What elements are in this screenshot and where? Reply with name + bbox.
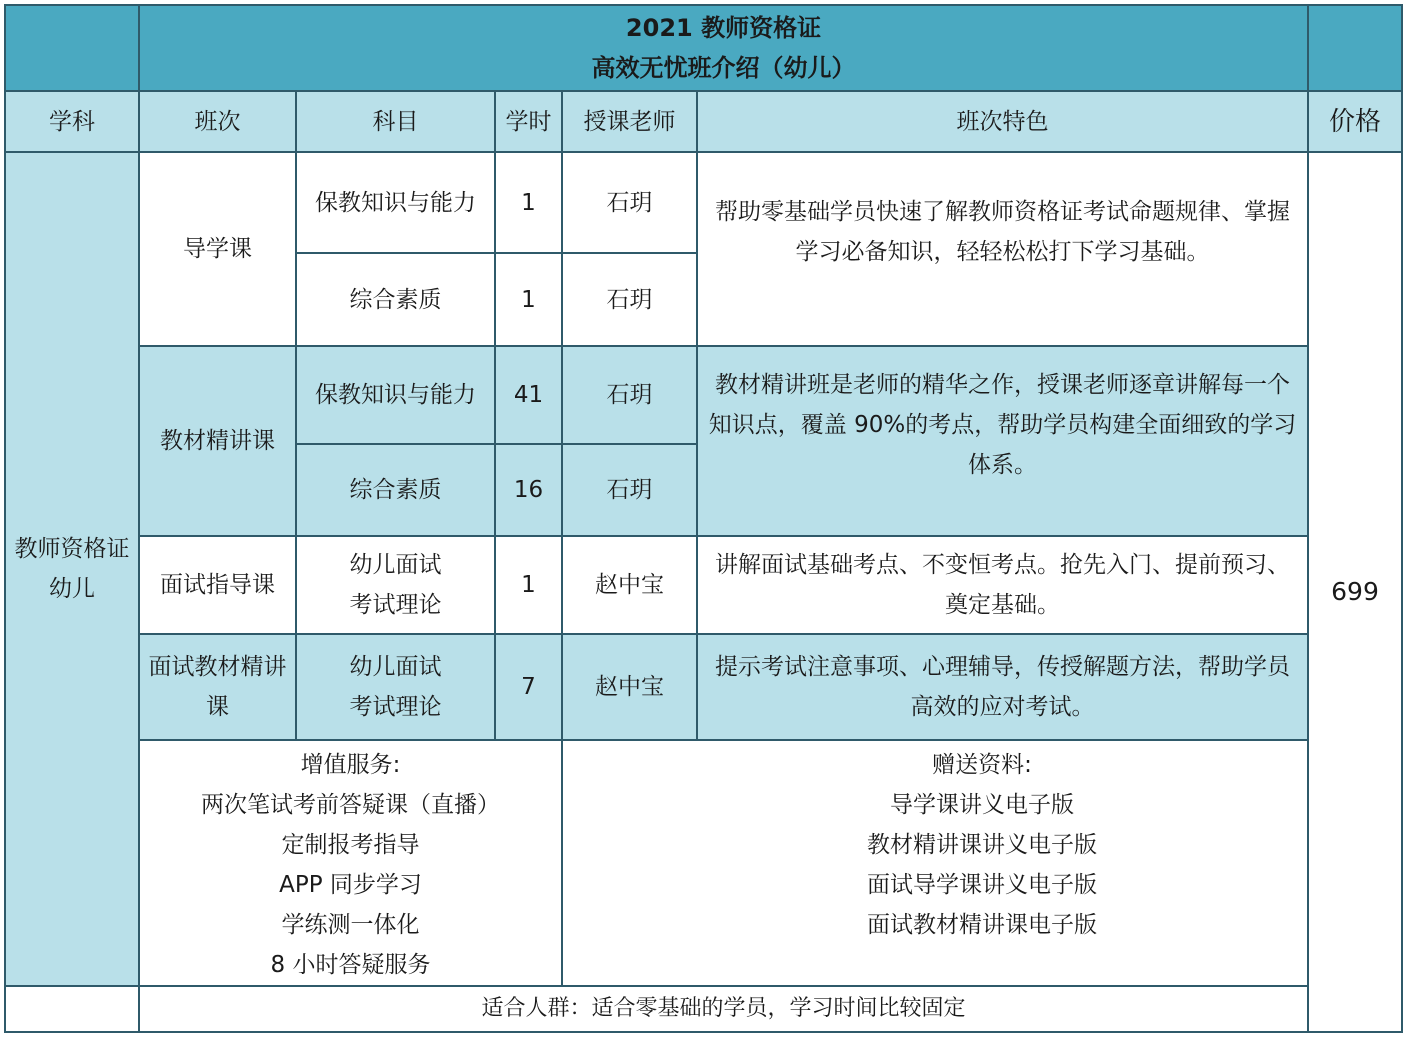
feature-line: 学习必备知识，轻轻松松打下学习基础。 (795, 239, 1210, 265)
title-left-blank (5, 5, 139, 91)
course-cell: 保教知识与能力 (296, 346, 495, 444)
hours-cell: 7 (495, 634, 562, 740)
subject-line-2: 幼儿 (49, 576, 95, 602)
title-row (5, 5, 1402, 91)
teacher-cell: 石玥 (562, 253, 697, 346)
value-services-title: 增值服务: (300, 752, 401, 778)
gift-material-item: 教材精讲课讲义电子版 (867, 832, 1097, 858)
value-services-cell (139, 740, 562, 986)
class-type-line-1: 面试教材精讲 (148, 654, 287, 680)
teacher-cell: 石玥 (562, 444, 697, 536)
hours-cell: 41 (495, 346, 562, 444)
course-line-1: 幼儿面试 (349, 654, 442, 680)
course-cell: 保教知识与能力 (296, 152, 495, 253)
header-teacher: 授课老师 (562, 91, 697, 152)
feature-cell (697, 346, 1308, 536)
feature-line: 帮助零基础学员快速了解教师资格证考试命题规律、掌握 (715, 199, 1290, 225)
course-cell (296, 536, 495, 634)
course-cell: 综合素质 (296, 253, 495, 346)
gift-materials-cell (562, 740, 1402, 986)
feature-line: 奠定基础。 (945, 592, 1060, 618)
header-row (5, 91, 1402, 152)
hours-cell: 1 (495, 253, 562, 346)
subject-line-1: 教师资格证 (14, 536, 130, 562)
audience-left-blank (5, 986, 139, 1032)
feature-cell (697, 536, 1308, 634)
subject-cell (5, 152, 139, 986)
title-line-2: 高效无忧班介绍（幼儿） (591, 54, 856, 82)
class-type-cell: 导学课 (139, 152, 296, 346)
hours-cell: 1 (495, 152, 562, 253)
course-cell (296, 634, 495, 740)
feature-cell (697, 634, 1308, 740)
feature-line: 教材精讲班是老师的精华之作，授课老师逐章讲解每一个 (715, 372, 1290, 398)
table-title (139, 5, 1308, 91)
table-row (5, 152, 1402, 253)
price-cell: 699 (1308, 152, 1402, 1032)
class-type-cell: 教材精讲课 (139, 346, 296, 536)
class-type-cell (139, 634, 296, 740)
header-course: 科目 (296, 91, 495, 152)
hours-cell: 1 (495, 536, 562, 634)
feature-line: 讲解面试基础考点、不变恒考点。抢先入门、提前预习、 (715, 552, 1290, 578)
course-intro-table-wrapper (4, 4, 1403, 1033)
table-row (5, 634, 1402, 740)
teacher-cell: 赵中宝 (562, 536, 697, 634)
gift-materials-title: 赠送资料: (932, 752, 1032, 778)
hours-cell: 16 (495, 444, 562, 536)
value-service-item: 学练测一体化 (281, 912, 420, 938)
feature-line: 高效的应对考试。 (910, 694, 1095, 720)
header-features: 班次特色 (697, 91, 1308, 152)
header-class-type: 班次 (139, 91, 296, 152)
title-right-blank (1308, 5, 1402, 91)
header-price: 价格 (1308, 91, 1402, 152)
table-row (5, 346, 1402, 444)
header-hours: 学时 (495, 91, 562, 152)
class-type-line-2: 课 (206, 694, 229, 720)
teacher-cell: 石玥 (562, 152, 697, 253)
course-cell: 综合素质 (296, 444, 495, 536)
table-row (5, 536, 1402, 634)
course-line-2: 考试理论 (349, 694, 442, 720)
header-subject: 学科 (5, 91, 139, 152)
teacher-cell: 赵中宝 (562, 634, 697, 740)
gift-material-item: 面试导学课讲义电子版 (867, 872, 1097, 898)
feature-line: 提示考试注意事项、心理辅导，传授解题方法，帮助学员 (715, 654, 1290, 680)
value-service-item: APP 同步学习 (279, 872, 422, 898)
course-line-1: 幼儿面试 (349, 552, 442, 578)
value-service-item: 两次笔试考前答疑课（直播） (201, 792, 500, 818)
course-intro-table (4, 4, 1403, 1033)
services-row (5, 740, 1402, 986)
class-type-cell: 面试指导课 (139, 536, 296, 634)
feature-line: 体系。 (968, 452, 1037, 478)
teacher-cell: 石玥 (562, 346, 697, 444)
gift-material-item: 导学课讲义电子版 (890, 792, 1074, 818)
course-line-2: 考试理论 (349, 592, 442, 618)
value-service-item: 定制报考指导 (281, 832, 420, 858)
feature-line: 知识点，覆盖 90%的考点，帮助学员构建全面细致的学习 (708, 412, 1297, 438)
feature-cell (697, 152, 1308, 346)
audience-cell: 适合人群：适合零基础的学员，学习时间比较固定 (139, 986, 1308, 1032)
audience-row (5, 986, 1402, 1032)
gift-material-item: 面试教材精讲课电子版 (867, 912, 1097, 938)
title-line-1: 2021 教师资格证 (625, 14, 822, 42)
value-service-item: 8 小时答疑服务 (270, 952, 431, 978)
